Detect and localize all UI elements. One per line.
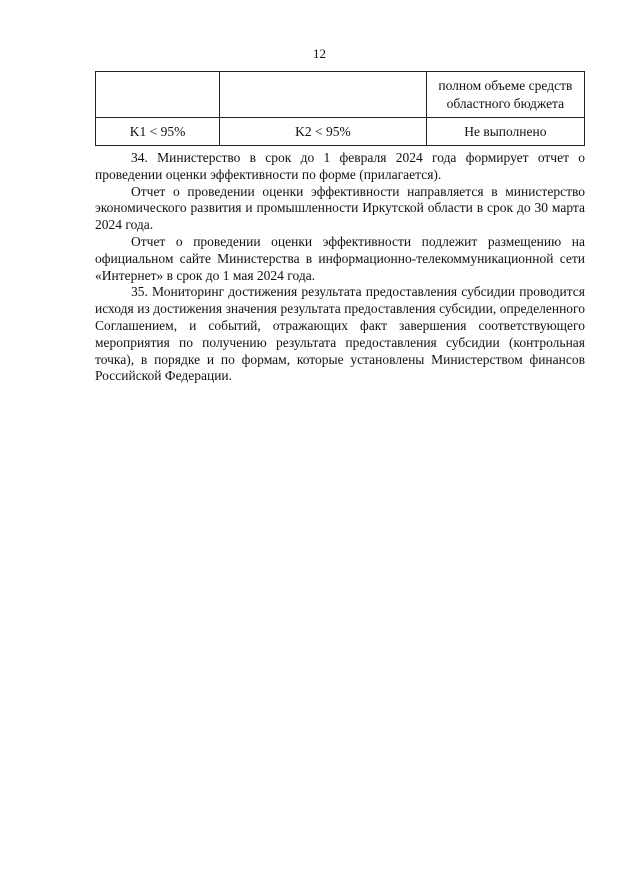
table-cell: K2 < 95% bbox=[220, 118, 427, 146]
paragraph-34: 34. Министерство в срок до 1 февраля 2024 года формирует отчет о проведении оценки эффективности по форме (прилагается). bbox=[95, 150, 585, 182]
paragraph-35: 35. Мониторинг достижения результата предоставления субсидии проводится исходя из достижения значения результата предоставления субсидии, определенного Соглашением, и событий, отражающих факт завершения соответствующего мероприятия по получению результата предоставления субсидии (контрольная точка), в порядке и по формам, которые установлены Министерством финансов Российской Федерации. bbox=[95, 284, 585, 384]
table-row bbox=[96, 118, 585, 146]
table-cell bbox=[96, 72, 220, 118]
table-row bbox=[96, 72, 585, 118]
table-cell: K1 < 95% bbox=[96, 118, 220, 146]
paragraph-report-published: Отчет о проведении оценки эффективности подлежит размещению на официальном сайте Министерства в информационно-телекоммуникационной сети «Интернет» в срок до 1 мая 2024 года. bbox=[95, 233, 585, 283]
page-number: 12 bbox=[313, 46, 326, 61]
table-cell bbox=[220, 72, 427, 118]
cell-line: полном объеме средств bbox=[438, 77, 573, 93]
table-cell bbox=[426, 72, 584, 118]
paragraph-report-sent: Отчет о проведении оценки эффективности направляется в министерство экономического развития и промышленности Иркутской области в срок до 30 марта 2024 года. bbox=[95, 183, 585, 233]
table-cell: Не выполнено bbox=[426, 118, 584, 146]
criteria-table bbox=[95, 71, 585, 146]
document-body bbox=[95, 150, 585, 385]
cell-line: областного бюджета bbox=[446, 95, 565, 111]
